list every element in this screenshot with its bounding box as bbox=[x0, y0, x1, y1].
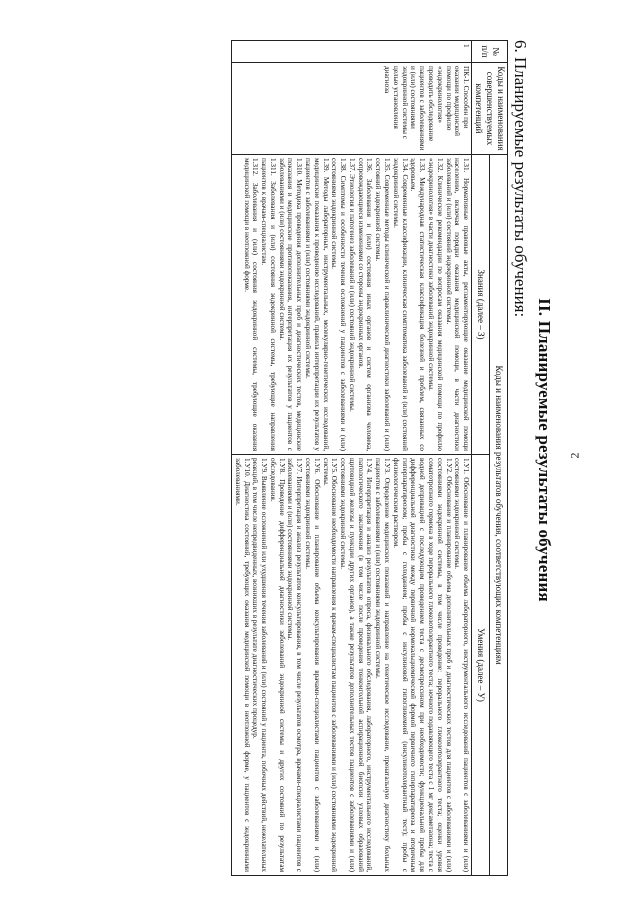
knowledge-item: 1.З12. Заболевания и (или) состояния эндокринной системы, требующие оказания медицинской помощи в неотложной форме. bbox=[242, 158, 260, 451]
knowledge-item: 1.З10. Методика проведения дополнительных проб и диагностических тестов, медицинские показания и медицинские противопоказания, интерпретация их результатов у пациентов с заболеваниями и (или) состояниями эндокринной системы. bbox=[277, 158, 304, 451]
skill-item: 1.У5. Обоснование необходимости направления к врачам-специалистам пациентов с заболеваниями и (или) состояниями эндокринной системы. bbox=[321, 458, 339, 872]
skill-item: 1.У3. Определение медицинских показаний и направление на генетическое исследование, пренатальную диагностику больных пациентов с заболеваниями и (или) состояниями эндокринной системы. bbox=[374, 458, 392, 872]
header-num: № п/п bbox=[472, 41, 508, 63]
header-skills: Умения (далее – У) bbox=[472, 455, 490, 876]
skill-item: 1.У7. Интерпретация и анализ результатов консультирования, в том числе результатов осмотра, врачами-специалистами пациентов с заболеваниями и (или) состояниями эндокринной системы. bbox=[286, 458, 304, 872]
knowledge-item: 1.З1. Нормативные правовые акты, регламентирующие оказание медицинской помощи населению, включая порядки оказания медицинской помощи, в части диагностики заболеваний и (или) состояний эндокринной системы. bbox=[444, 158, 471, 451]
knowledge-item: 1.З5. Современные методы клинической и параклинической диагностики заболеваний и (или) состояний эндокринной системы. bbox=[374, 158, 392, 451]
knowledge-item: 1.З4. Современные классификации, клиническая симптоматика заболеваний и (или) состояний эндокринной системы. bbox=[391, 158, 409, 451]
skill-item: 1.У8. Проведение дифференциальной диагностики заболеваний эндокринной системы и других состояний по результатам обследования. bbox=[268, 458, 286, 872]
row-skills bbox=[232, 455, 472, 876]
knowledge-item: 1.З6. Заболевания и (или) состояния иных органов и систем организма человека, сопровождающиеся изменениями со стороны эндокринных органов. bbox=[356, 158, 374, 451]
header-competence: Коды и наименования совершенствуемых компетенций bbox=[472, 63, 508, 155]
row-knowledge bbox=[232, 155, 472, 455]
skill-item: 1.У4. Интерпретация и анализ результатов опроса, физикального обследования, лабораторного, инструментального исследований, патологического заключения (в том числе после проведения тонкоигольной аспирационной биопсии узловых образований щитовидной железы и пункции других органов), а также результатов дополнительных тестов пациентов с заболеваниями и (или) состояниями эндокринной системы. bbox=[339, 458, 374, 872]
knowledge-item: 1.З7. Этиология и патогенез заболеваний и (или) состояний эндокринной системы. bbox=[347, 158, 356, 412]
header-knowledge: Знания (далее – З) bbox=[472, 155, 490, 455]
knowledge-item: 1.З2. Клинические рекомендации по вопросам оказания медицинской помощи по профилю «эндокринология» в части диагностики заболеваний эндокринной системы. bbox=[426, 158, 444, 451]
subheading: 6. Планируемые результаты обучения: bbox=[511, 40, 530, 318]
knowledge-item: 1.З11. Заболевания и (или) состояния эндокринной системы, требующие направления пациентов к врачам-специалистам. bbox=[260, 158, 277, 451]
skill-item: 1.У6. Обоснование и планирование объема консультирования врачами-специалистами пациентов с заболеваниями и (или) состояниями эндокринной системы. bbox=[304, 458, 321, 872]
knowledge-item: 1.З3. Международная статистическая классификация болезней и проблем, связанных со здоровьем. bbox=[409, 158, 427, 451]
skill-item: 1.У9. Выявление осложнений или ухудшения течения заболеваний и (или) состояний у пациента, побочных действий, нежелательных реакций, в том числе непредвиденных, возникших в результате диагностических процедур. bbox=[251, 458, 269, 872]
results-table bbox=[231, 40, 508, 876]
row-competence: ПК-1. Способен при оказании медицинской помощи по профилю «эндокринология» проводить обследование пациентов с заболеваниями и (или) состояниями эндокринной системы с целью установления диагноза bbox=[232, 63, 472, 155]
table-row bbox=[232, 41, 472, 876]
rotated-sheet bbox=[90, 20, 560, 880]
skill-item: 1.У1. Обоснование и планирование объема лабораторного, инструментального исследований пациентов с заболеваниями и (или) состояниями эндокринной системы. bbox=[453, 458, 471, 872]
knowledge-item: 1.З8. Симптомы и особенности течения осложнений у пациентов с заболеваниями и (или) состояниями эндокринной системы. bbox=[330, 158, 348, 451]
knowledge-item: 1.З9. Методы лабораторных, инструментальных, молекулярно-генетических исследований, медицинские показания к проведению исследований, правила интерпретации их результатов у пациентов с заболеваниями и (или) состояниями эндокринной системы. bbox=[304, 158, 330, 451]
header-results-group: Коды и наименования результатов обучения, соответствующих компетенциям bbox=[490, 155, 508, 876]
row-num: 1 bbox=[232, 41, 472, 63]
section-heading: II. Планируемые результаты обучения bbox=[535, 298, 554, 602]
page-number: 2 bbox=[567, 452, 582, 459]
skill-item: 1.У2. Обоснование и планирование объема дополнительных проб и диагностических тестов для пациентов с заболеваниями и (или) состояниями эндокринной системы, в том числе проведение: перорального глюкозотолерантного теста; оценки уровня соматотропного гормона в ходе перорального глюкозотолерантного теста; ночного подавляющего теста с 1 мг дексаметазона; теста с водной депривацией с последующим проведением теста с десмопрессином при необходимости; функциональной пробы для дифференциальной диагностики между первичной нормокальциемической формой первичного гиперпаратиреоза и вторичным гиперпаратиреозом; пробы с голоданием; пробы с инсулиновой гипогликемией (инсулинотолерантный тест); пробы с физиологическим раствором. bbox=[391, 458, 453, 872]
skill-item: 1.У10. Диагностика состояний, требующих оказания медицинской помощи в неотложной форме, у пациентов с эндокринными заболеваниями. bbox=[233, 458, 251, 872]
